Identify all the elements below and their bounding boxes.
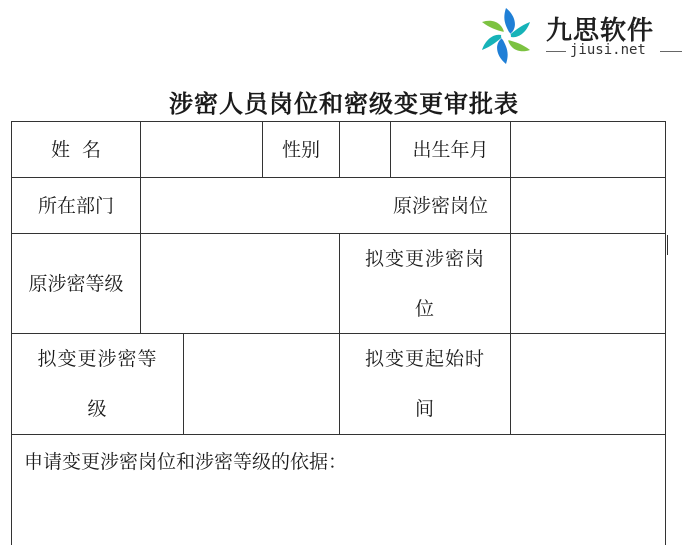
document-title: 涉密人员岗位和密级变更审批表 bbox=[169, 90, 519, 118]
department-label: 所在部门 bbox=[37, 194, 114, 217]
change-reason-field[interactable] bbox=[12, 484, 665, 545]
original-level-label: 原涉密等级 bbox=[28, 272, 124, 295]
new-post-label: 拟变更涉密岗 位 bbox=[364, 247, 485, 320]
brand-logo bbox=[474, 4, 684, 66]
start-time-field[interactable] bbox=[511, 334, 665, 434]
table-line bbox=[665, 121, 666, 545]
gender-field[interactable] bbox=[340, 122, 390, 177]
original-post-label: 原涉密岗位 bbox=[392, 194, 488, 217]
name-label: 姓 名 bbox=[50, 138, 102, 161]
birth-label: 出生年月 bbox=[412, 138, 489, 161]
change-reason-label: 申请变更涉密岗位和涉密等级的依据： bbox=[24, 451, 348, 473]
department-field[interactable] bbox=[141, 178, 341, 233]
start-time-label: 拟变更起始时 间 bbox=[364, 348, 485, 420]
birth-field[interactable] bbox=[511, 122, 665, 177]
original-post-field[interactable] bbox=[511, 178, 665, 233]
table-line bbox=[667, 235, 668, 255]
new-post-field[interactable] bbox=[511, 234, 665, 333]
logo-name: 九思软件 bbox=[546, 16, 655, 46]
logo-domain: jiusi.net bbox=[570, 42, 646, 58]
new-level-field[interactable] bbox=[184, 334, 339, 434]
logo-divider-right bbox=[660, 51, 682, 52]
table-line bbox=[11, 434, 666, 435]
gender-label: 性别 bbox=[281, 138, 320, 161]
logo-swirl-icon bbox=[474, 4, 538, 68]
name-field[interactable] bbox=[141, 122, 262, 177]
original-level-field[interactable] bbox=[141, 234, 339, 333]
new-level-label: 拟变更涉密等 级 bbox=[37, 348, 158, 420]
logo-divider-left bbox=[546, 51, 566, 52]
